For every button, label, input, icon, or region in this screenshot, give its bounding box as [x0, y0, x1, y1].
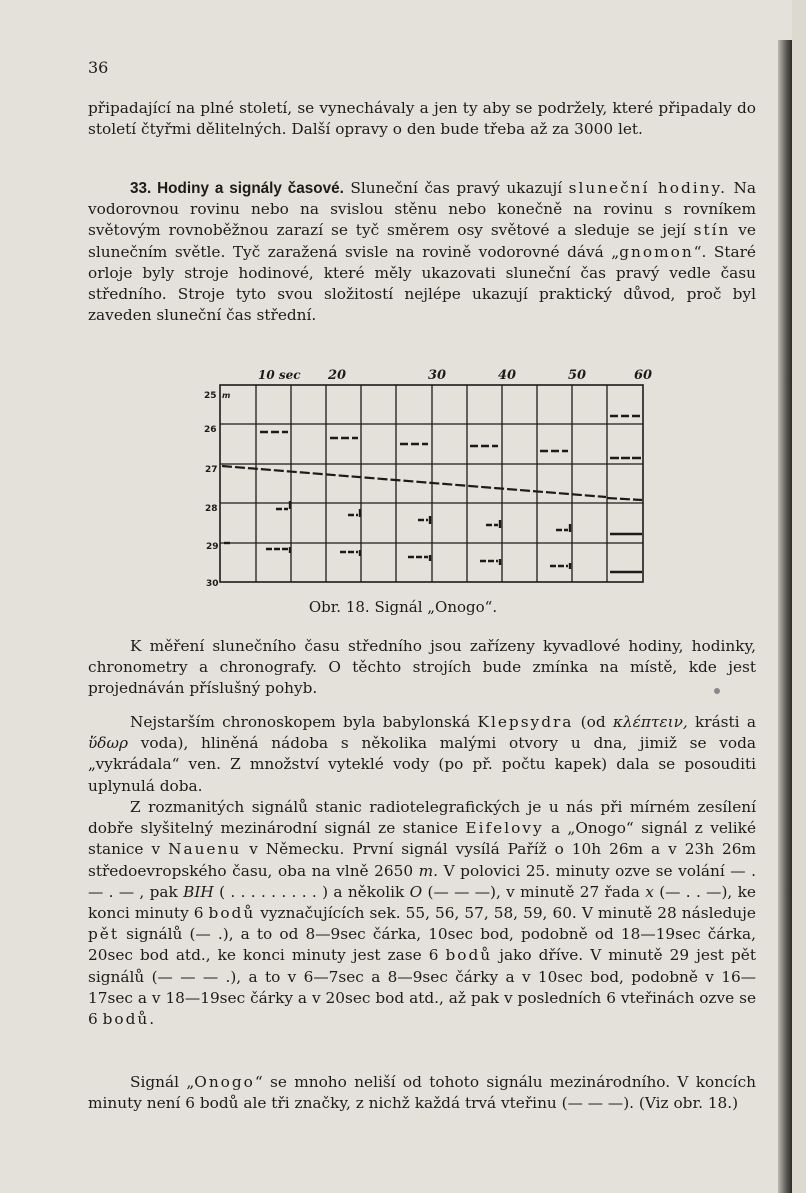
- radio-text-c: a „Onogo“ signál z veliké stanice v: [88, 819, 756, 859]
- klepsydra-text-e: voda), hliněná nádoba s několika malými otvory u dna, jimiž se voda „vykrádala“ ven. Z množství vyteklé vody (po př. počtu kapek) dala se posouditi uplynulá doba.: [88, 734, 756, 795]
- row-label-26: 26: [204, 425, 217, 435]
- paragraph-klepsydra: [88, 712, 756, 797]
- figure-caption: Obr. 18. Signál „Onogo“.: [308, 598, 498, 616]
- radio-text-h: (— — —), v minutě 27 řada: [427, 882, 640, 901]
- minute-unit-label: m: [222, 391, 231, 400]
- paragraph-measurement: [88, 636, 756, 700]
- greek-word-kleptein: κλέπτειν,: [612, 713, 688, 731]
- radio-text-f: V polovici 25. minuty ozve se volání — . — . — , pak: [88, 861, 756, 901]
- spaced-term-shadow: stín: [693, 221, 731, 240]
- greek-word-hydor: ὕδωρ: [88, 734, 128, 753]
- section-text-4: “. Staré orloje byly stroje hodinové, které měly ukazovati sluneční čas pravý vedle času středního. Stroje tyto svou složitostí nejlépe ukazují praktický důvod, proč byl zaveden sluneční čas střední.: [88, 242, 756, 325]
- paragraph-measurement-text: K měření slunečního času středního jsou zařízeny kyvadlové hodiny, hodinky, chronometry a chronografy. O těchto strojích bude zmínka na místě, kde jest projednáván příslušný pohyb.: [88, 637, 756, 698]
- onogo-text-c: “ se mnoho neliší od tohoto signálu mezinárodního. V koncích minuty není 6 bodů ale tři značky, z nichž každá trvá vteřinu (— — —). (Viz obr. 18.): [88, 1073, 756, 1113]
- spaced-term-points-2: bodů: [445, 946, 493, 965]
- spaced-term-points-1: bodů: [208, 904, 256, 923]
- top-label-10: 10 sec: [258, 368, 301, 382]
- radio-text-a: Z rozmanitých signálů stanic radiotelegrafických je u nás při mírném zesílení dobře slyšitelný mezinárodní signál ze stanice: [88, 798, 756, 838]
- spaced-term-eifel: Eifelovy: [465, 819, 544, 838]
- section-33-paragraph: [88, 178, 756, 326]
- paragraph-radio-signals: [88, 797, 756, 1030]
- row-label-30: 30: [206, 579, 219, 589]
- top-label-30: 30: [428, 368, 447, 383]
- row-label-27: 27: [205, 465, 218, 475]
- section-text-3: ve slunečním světle. Tyč zaražená svisle na rovině vodorovné dává „: [88, 221, 756, 261]
- section-text-1: Sluneční čas pravý ukazují: [350, 179, 563, 197]
- spaced-term-nauen: Nauenu: [168, 840, 242, 859]
- top-label-40: 40: [498, 368, 517, 383]
- spaced-term-klepsydra: Klepsydra: [477, 713, 574, 731]
- row-label-25: 25: [204, 391, 217, 401]
- klepsydra-text-d: krásti a: [694, 713, 756, 731]
- row-label-29: 29: [206, 542, 219, 552]
- spaced-term-onogo: Onogo: [194, 1073, 255, 1091]
- unit-metre: m.: [418, 861, 439, 880]
- onogo-text-a: Signál „: [130, 1073, 195, 1091]
- page-edge-shadow: [778, 40, 792, 1193]
- signal-diagram: [200, 360, 660, 592]
- tick-marks: [224, 501, 570, 569]
- page-number: 36: [88, 58, 109, 77]
- spaced-term-sundial: sluneční hodiny.: [568, 179, 727, 197]
- paragraph-onogo: [88, 1072, 756, 1114]
- top-label-50: 50: [568, 368, 587, 383]
- radio-text-g: ( . . . . . . . . . ) a několik: [219, 882, 405, 901]
- radio-text-e: v Německu. První signál vysílá Paříž o 10h 26m a v 23h 26m středoevropského času, oba na vlně 2650: [88, 840, 756, 880]
- top-label-20: 20: [328, 368, 347, 383]
- klepsydra-text-a: Nejstarším chronoskopem byla babylonská: [130, 713, 471, 731]
- intro-paragraph: připadající na plné století, se vynechávaly a jen ty aby se podržely, které připadaly do století čtyřmi dělitelných. Další opravy o den bude třeba až za 3000 let.: [88, 99, 756, 139]
- row-label-28: 28: [205, 504, 218, 514]
- section-text-2: Na vodorovnou rovinu nebo na svislou stěnu nebo konečně na rovinu s rovníkem světovým rovnoběžnou zarazí se tyč směrem osy světové a sleduje se její: [88, 179, 756, 240]
- letter-x: x: [645, 882, 654, 901]
- klepsydra-text-c: (od: [580, 713, 606, 731]
- letter-o: O: [409, 882, 423, 901]
- spaced-term-gnomon: gnomon: [619, 242, 694, 261]
- call-sign-bih: BIH: [183, 882, 214, 901]
- radio-text-i: (— . . —), ke konci minuty 6: [88, 882, 756, 923]
- section-heading: 33. Hodiny a signály časové.: [130, 180, 344, 197]
- radio-text-k: vyznačujících sek. 55, 56, 57, 58, 59, 60. V minutě 28 následuje: [260, 904, 756, 923]
- spaced-term-points-3: bodů.: [102, 1010, 157, 1029]
- radio-text-o: jako dříve. V minutě 29 jest pět signálů (— — — .), a to v 6—7sec a 8—9sec čárky a v 10sec bod, podobně v 16—17sec a v 18—19sec čárky a v 20sec bod atd., až pak v posledních 6 vteřinách ozve se 6: [88, 946, 756, 1029]
- spaced-term-five: pět: [88, 925, 119, 944]
- radio-text-m: signálů (— .), a to od 8—9sec čárka, 10sec bod, podobně od 18—19sec čárka, 20sec bod atd., ke konci minuty jest zase 6: [88, 925, 756, 965]
- top-label-60: 60: [634, 368, 653, 383]
